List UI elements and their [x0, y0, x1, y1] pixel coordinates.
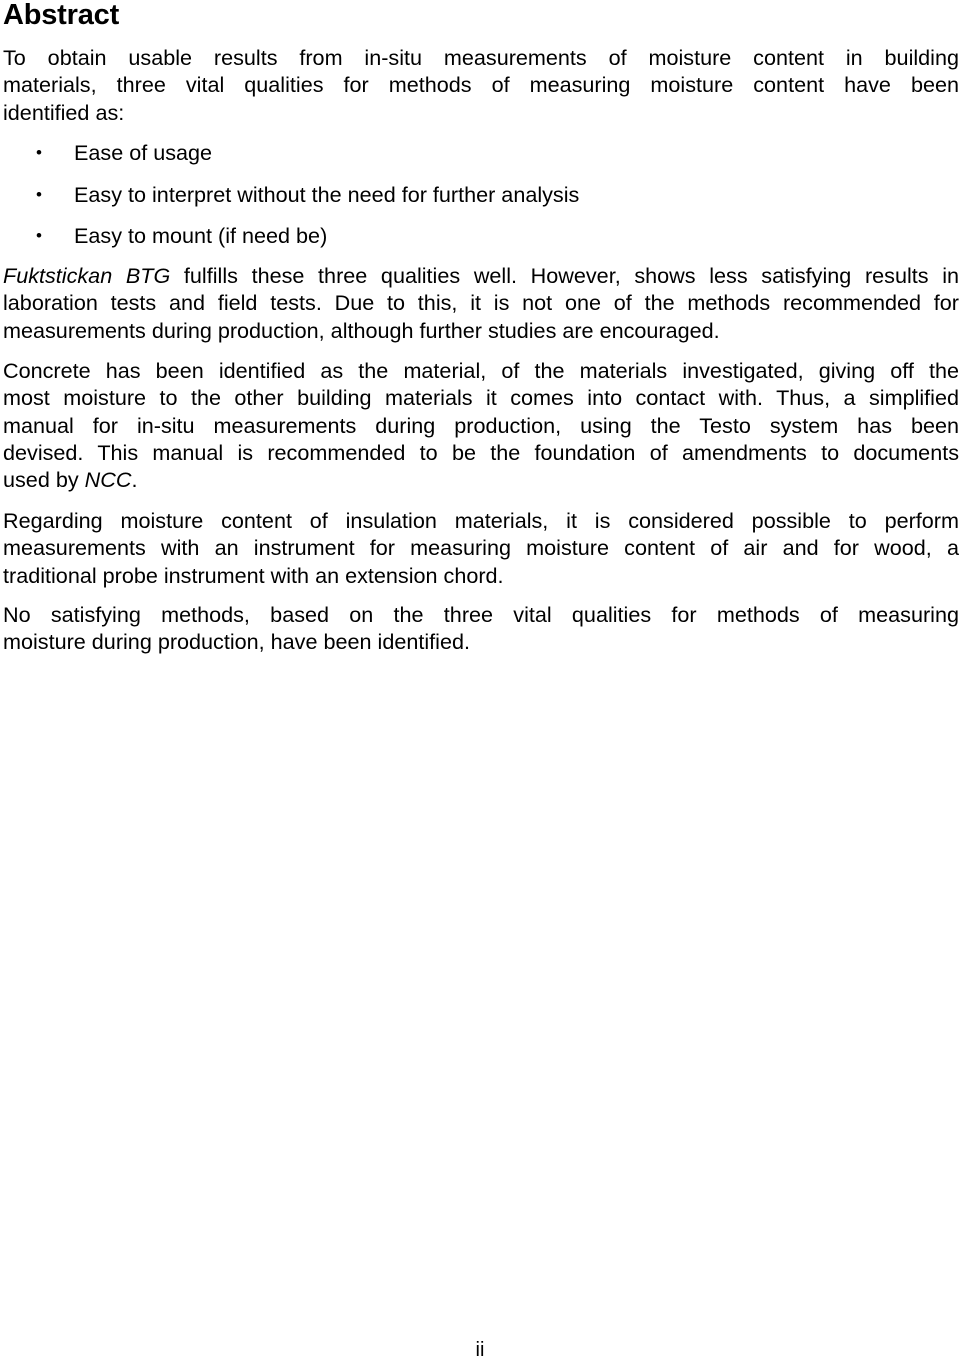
concrete-line-1: Concrete has been identified as the material, of the materials investigated, giving off the [3, 358, 959, 383]
insulation-line-2: measurements with an instrument for measuring moisture content of air and for wood, a [3, 535, 959, 561]
evaluation-paragraph [3, 262, 959, 344]
concrete-line-3: manual for in-situ measurements during production, using the Testo system has been [3, 412, 959, 438]
evaluation-line-1 [3, 262, 959, 289]
concrete-line-4: devised. This manual is recommended to be the foundation of amendments to documents [3, 439, 959, 465]
evaluation-line-2: laboration tests and field tests. Due to this, it is not one of the methods recommended for [3, 290, 959, 316]
list-item-text: Easy to mount (if need be) [74, 223, 328, 248]
intro-line-2: materials, three vital qualities for methods of measuring moisture content have been [3, 72, 959, 98]
conclusion-paragraph [3, 601, 959, 656]
insulation-paragraph [3, 507, 959, 589]
list-item-text: Ease of usage [74, 140, 213, 165]
bullet-icon: • [36, 226, 42, 245]
bullet-icon: • [36, 184, 42, 204]
page-number: ii [475, 1339, 485, 1361]
conclusion-line-2: moisture during production, have been identified. [3, 629, 470, 655]
product-name: Fuktstickan BTG [3, 263, 171, 288]
concrete-paragraph [3, 357, 959, 493]
abstract-heading: Abstract [3, 0, 120, 31]
insulation-line-1: Regarding moisture content of insulation materials, it is considered possible to perform [3, 508, 959, 533]
insulation-line-3: traditional probe instrument with an extension chord. [3, 562, 504, 588]
concrete-line-5 [3, 466, 959, 493]
evaluation-line-3: measurements during production, although further studies are encouraged. [3, 317, 720, 343]
concrete-line-5-end: . [131, 467, 138, 493]
intro-line-3: identified as: [3, 99, 125, 125]
list-item-text: Easy to interpret without the need for further analysis [74, 181, 580, 207]
conclusion-line-1: No satisfying methods, based on the three vital qualities for methods of measuring [3, 602, 959, 627]
evaluation-line-1-text: fulfills these three qualities well. However, shows less satisfying results in [170, 263, 960, 288]
concrete-line-5-start: used by [3, 467, 85, 493]
intro-paragraph [3, 44, 959, 126]
concrete-line-2: most moisture to the other building materials it comes into contact with. Thus, a simplified [3, 385, 959, 411]
intro-line-1: To obtain usable results from in-situ measurements of moisture content in building [3, 45, 959, 70]
company-name: NCC [84, 467, 132, 493]
bullet-icon: • [36, 143, 42, 162]
